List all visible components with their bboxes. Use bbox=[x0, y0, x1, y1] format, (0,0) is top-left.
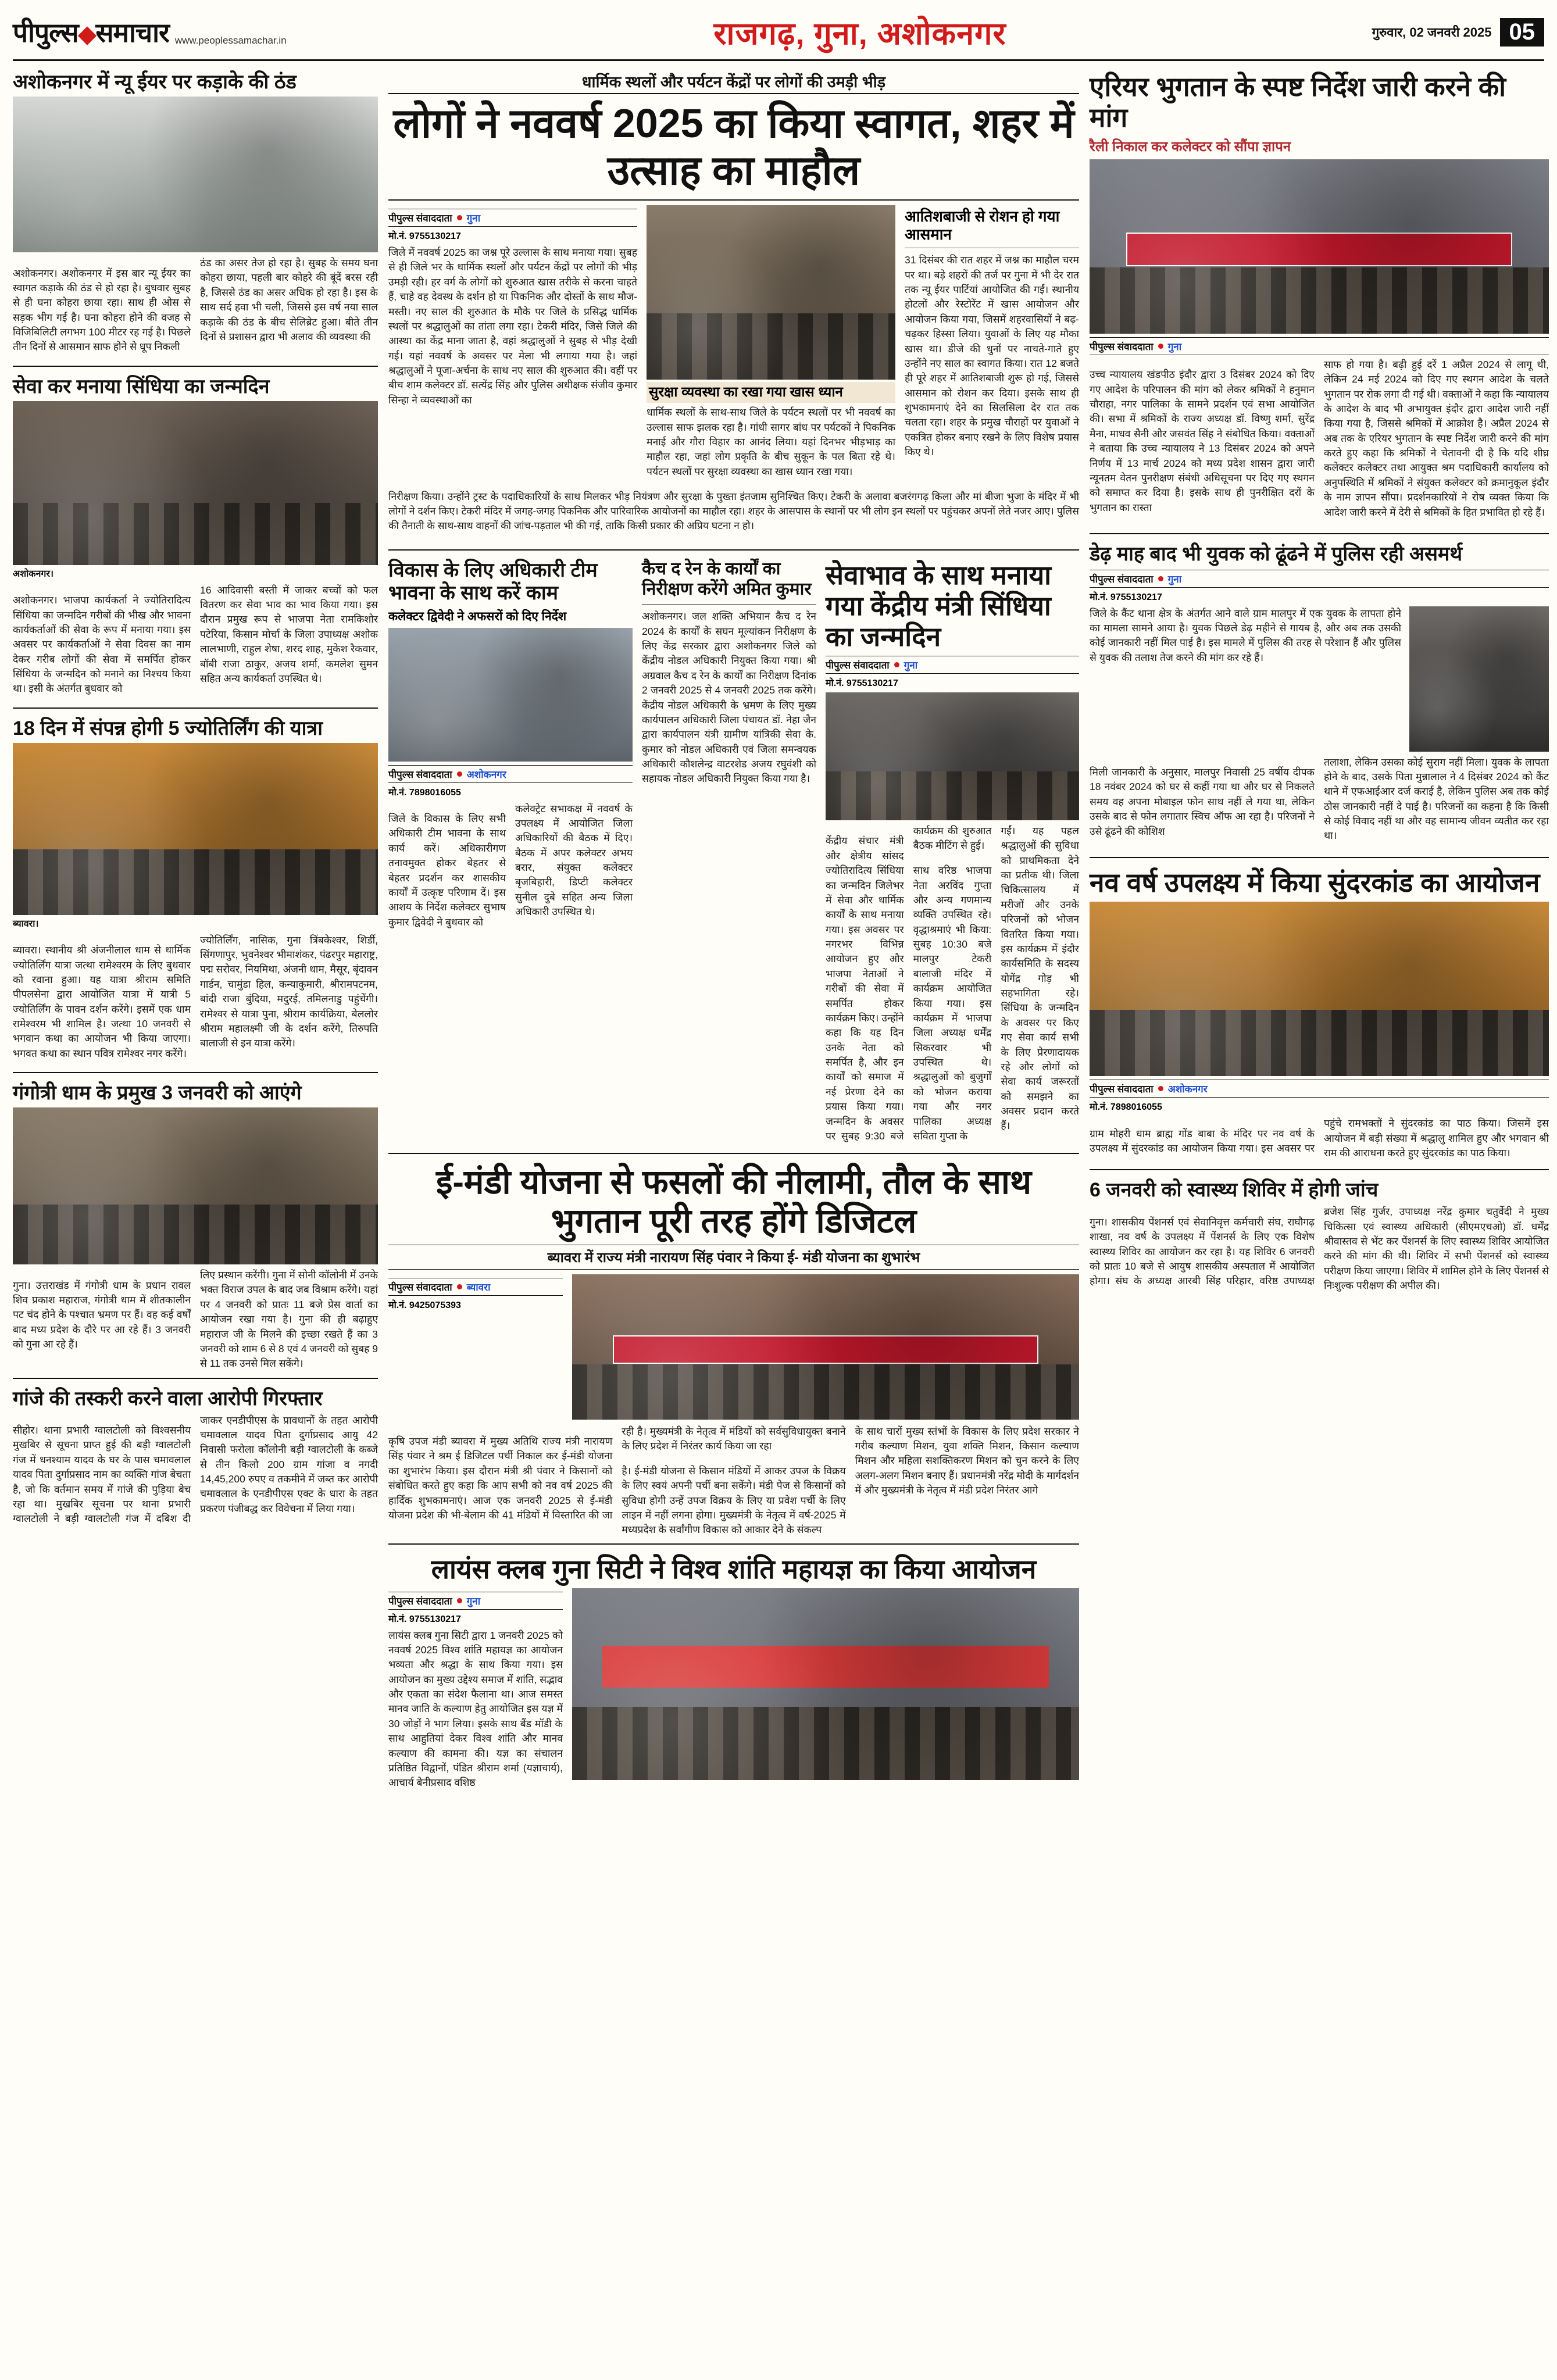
divider bbox=[1090, 533, 1549, 534]
logo-text bbox=[13, 14, 169, 50]
body-cold-2: ठंड का असर तेज हो रहा है। सुबह के समय घना कोहरा छाया, पहली बार कोहरे की बूंदें बरस रही है, जिससे ठंड का असर अधिक हो रहा है। इस के साथ सर्द हवा भी चली, जिससे इस वर्ष नया साल कड़ाके की ठंड के बीच सेलिब्रेट हुआ। बीते तीन दिनों से प्रशासन द्वारा भी अलाव की व्यवस्था की bbox=[200, 257, 378, 342]
body-new-year-2: निरीक्षण किया। उन्होंने ट्रस्ट के पदाधिकारियों के साथ मिलकर भीड़ नियंत्रण और सुरक्षा के पुख्ता इंतजाम सुनिश्चित किए। टेकरी के अलावा बजरंगगढ़ किला और मां बीजा भुजा के मंदिर में भी लोगों ने दर्शन किए। टेकरी मंदिर में जगह-जगह पिकनिक और पारिवारिक आयोजनों का माहौल रहा। शहर के आसपास के स्थानों पर भी लोग इन स्थलों पर पहुंचकर अपनों लेते नजर आए। पुलिस की तैनाती के साथ-साथ वाहनों की जांच-पड़ताल भी की गई, ताकि किसी प्रकार की अप्रिय घटना न हो। bbox=[388, 490, 1079, 532]
crowd-silhouette bbox=[647, 313, 895, 380]
body-emandi-2: है। ई-मंडी योजना से किसान मंडियों में आकर उपज के विक्रय के लिए स्वयं अपनी पर्ची बना सकेंगे। मंडी पेज से किसानों को सुविधा होगी उन्हें उपज विक्रय के लिए या प्रवेश पर्ची के लिए लाइन में नहीं लगना होगा। मुख्यमंत्री के नेतृत्व में वर्ष-2025 में मध्यप्रदेश के सर्वांगीण विकास को आकार देने के संकल्प bbox=[622, 1464, 846, 1536]
headline-new-year: लोगों ने नववर्ष 2025 का किया स्वागत, शहर में उत्साह का माहौल bbox=[393, 101, 1074, 193]
byline-sunderkand bbox=[1090, 1080, 1549, 1098]
photo-emandi-launch bbox=[572, 1274, 1079, 1420]
bullet-icon bbox=[1158, 344, 1163, 349]
crowd-silhouette bbox=[572, 1364, 1079, 1420]
byline-place: गुना bbox=[466, 213, 481, 224]
bullet-icon bbox=[457, 1598, 462, 1603]
subhead-emandi: ब्यावरा में राज्य मंत्री नारायण सिंह पंवार ने किया ई- मंडी योजना का शुभारंभ bbox=[388, 1245, 1079, 1270]
byline-author: पीपुल्स संवाददाता bbox=[826, 659, 890, 671]
byline-author: पीपुल्स संवाददाता bbox=[1090, 1084, 1154, 1095]
subhead-collector-meeting: कलेक्टर द्विवेदी ने अफसरों को दिए निर्देश bbox=[388, 609, 567, 623]
crowd-silhouette bbox=[1090, 1010, 1549, 1076]
byline-author: पीपुल्स संवाददाता bbox=[388, 213, 452, 224]
body-missing-3: तलाशा, लेकिन उसका कोई सुराग नहीं मिला। युवक के लापता होने के बाद, उसके पिता मुन्नालाल ने 4 दिसंबर 2024 को कैंट थाने में एफआईआर दर्ज कराई है, लेकिन पुलिस अब तक कोई ठोस जानकारी नहीं दे पाई है। परिजनों का कहना है कि किसी से कोई विवाद नहीं था और वह सामान्य जीवन व्यतीत कर रहा था। bbox=[1324, 756, 1549, 842]
bullet-icon bbox=[457, 215, 462, 220]
website-url: www.peoplessamachar.in bbox=[174, 35, 287, 46]
body-missing-2: मिली जानकारी के अनुसार, मालपुर निवासी 25 वर्षीय दीपक 18 नवंबर 2024 को घर से कहीं गया था और घर से निकलते समय वह अपना मोबाइल फोन साथ नहीं ले गया था, लेकिन उसके बाद से फोन लगातार स्विच ऑफ आ रहा है। परिजनों ने उसे ढूंढने की कोशिश bbox=[1090, 766, 1315, 837]
headline-gangotri: गंगोत्री धाम के प्रमुख 3 जनवरी को आएंगे bbox=[13, 1081, 302, 1104]
byline-phone: मो.नं. 9755130217 bbox=[388, 231, 461, 241]
byline-phone: मो.नं. 7898016055 bbox=[388, 787, 461, 798]
body-arrear-2: साफ हो गया है। बढ़ी हुई दरें 1 अप्रैल 2024 से लागू थी, लेकिन 24 मई 2024 को दिए गए स्थगन आदेश के चलते भुगतान पर रोक लगा दी गई थी। वक्ताओं ने कहा कि न्यायालय के आदेश के बाद भी अभायुक्त इंदौर द्वारा आदेश जारी नहीं किया गया है, जिससे श्रमिकों में आक्रोश है। अप्रैल 2024 से अब तक के एरियर भुगतान के स्पष्ट निर्देश जारी करने की मांग करते हुए कहा कि श्रमिकों ने चेतावनी दी है कि यदि शीघ्र कलेक्टर कलेक्टर तथा आयुक्त श्रम पदाधिकारी कार्यालय को अनुपस्थिति में श्रमिकों ने संयुक्त कलेक्टर को क्रमानुकूल इंदौर के नाम ज्ञापन सौंपा। प्रदर्शनकारियों ने रोष व्यक्त किया कि आदेश जारी करने में देरी से श्रमिकों के हित प्रभावित हो रहे हैं। bbox=[1324, 358, 1549, 518]
byline-place: अशोकनगर bbox=[1167, 1084, 1208, 1095]
subheadline-security: सुरक्षा व्यवस्था का रखा गया खास ध्यान bbox=[647, 382, 895, 403]
byline-place: गुना bbox=[904, 659, 918, 671]
divider bbox=[13, 1072, 378, 1073]
body-emandi-3: के साथ चारों मुख्य स्तंभों के विकास के लिए प्रदेश सरकार ने गरीब कल्याण मिशन, युवा शक्ति मिशन, किसान कल्याण मिशन और महिला सशक्तिकरण मिशन को चुन करने के लिए अलग-अलग मिशन बनाए हैं। प्रधानमंत्री नरेंद्र मोदी के मार्गदर्शन में और मुख्यमंत्री के नेतृत्व में मंडी प्रदेश निरंतर आगे bbox=[855, 1425, 1079, 1496]
headline-sunderkand: नव वर्ष उपलक्ष्य में किया सुंदरकांड का आयोजन bbox=[1090, 867, 1540, 898]
bullet-icon bbox=[1158, 1086, 1163, 1091]
photo-foggy-street bbox=[13, 97, 378, 252]
byline-place: अशोकनगर bbox=[466, 769, 506, 780]
headline-scindia-service: सेवा कर मनाया सिंधिया का जन्मदिन bbox=[13, 375, 270, 398]
body-collector-2: कलेक्ट्रेट सभाकक्ष में नववर्ष के उपलक्ष्य में आयोजित जिला अधिकारियों की बैठक में दिए। बैठक में अपर कलेक्टर अभय बरार, संयुक्त कलेक्टर बृजबिहारी, डिप्टी कलेक्टर सुनील दुबे सहित अन्य जिला अधिकारी उपस्थित थे। bbox=[515, 802, 633, 918]
body-collector-1: जिले के विकास के लिए सभी अधिकारी टीम भावना के साथ कार्य करें। अधिकारीगण तनावमुक्त होकर बेहतर से बेहतर प्रदर्शन कर शासकीय कार्यों में उत्कृष्ट परिणाम दें। इस आशय के निर्देश कलेक्टर सुभाष कुमार द्विवेदी ने बुधवार को bbox=[388, 813, 506, 928]
byline-place: गुना bbox=[1167, 573, 1182, 585]
body-scindia-2: 16 आदिवासी बस्ती में जाकर बच्चों को फल वितरण कर सेवा भाव का भाव किया गया। इस दौरान प्रमुख रूप से भाजपा नेता रामकिशोर पटेरिया, किसान मोर्चा के जिला उपाध्यक्ष अशोक लालभाणी, राहुल शेषा, शरद शाह, मुकेश रैकवार, बॉबी राजा ठाकुर, अजय शर्मा, कमलेश सुमन सहित अन्य कार्यकर्ता उपस्थित थे। bbox=[200, 584, 378, 684]
body-new-year-1: जिले में नववर्ष 2025 का जश्न पूरे उल्लास के साथ मनाया गया। सुबह से ही जिले भर के धार्मिक स्थलों और पर्यटन केंद्रों पर लोगों की भीड़ उमड़ी रही। हर वर्ग के लोगों को शुरुआत खास तरीके से करना चाहते हैं, चाहे वह देवस्थ के दर्शन हो या पिकनिक और दोस्तों के साथ मौज-मस्ती। नए साल की शुरुआत के मौके पर जिले के प्रसिद्ध धार्मिक स्थलों पर श्रद्धालुओं का तांता लगा रहा। टेकरी मंदिर, जिसे जिले की आस्था का केंद्र माना जाता है, वहां श्रद्धालुओं ने सुबह से भीड़ देखी गई। यहां नववर्ष के अवसर पर मेला भी लगाया गया है। जहां श्रद्धालुओं ने पूजा-अर्चना के साथ नए साल की शुरुआत की। वहीं पर बीच शाम कलेक्टर डॉ. सत्येंद्र सिंह और पुलिस अधीक्षक संजीव कुमार सिन्हा ने व्यवस्थाओं का bbox=[388, 246, 637, 406]
article-arrear-demand bbox=[1090, 68, 1549, 527]
photo-rally bbox=[1090, 159, 1549, 334]
byline-place: गुना bbox=[466, 1595, 481, 1607]
subhead-arrear: रैली निकाल कर कलेक्टर को सौंपा ज्ञापन bbox=[1090, 138, 1291, 155]
body-security: धार्मिक स्थलों के साथ-साथ जिले के पर्यटन स्थलों पर भी नववर्ष का उल्लास साफ झलक रहा है। गांधी सागर बांध पर पर्यटकों ने पिकनिक मनाई और गौरा विहार का आनंद लिया। यहां दिनभर भीड़भाड़ का माहौल रहा, जहां लोग प्रकृति के बीच सुकून के पल बिता रहे थे। पर्यटन स्थलों पर सुरक्षा व्यवस्था का खास ध्यान रखा गया। bbox=[647, 406, 895, 477]
body-health-camp: गुना। शासकीय पेंशनर्स एवं सेवानिवृत्त कर्मचारी संघ, राघौगढ़ शाखा, नव वर्ष के उपलक्ष्य में पेंशनर्स के लिए एक विशेष स्वास्थ्य शिविर का आयोजन कर रहा है। यह शिविर 6 जनवरी को प्रातः 10 बजे से आयुष शासकीय अस्पताल में आयोजित होगा। संघ के अध्यक्ष आरबी सिंह परिहार, वरिष्ठ उपाध्यक्ष ब्रजेश सिंह गुर्जर, उपाध्यक्ष नरेंद्र कुमार चतुर्वेदी ने मुख्य चिकित्सा एवं स्वास्थ्य अधिकारी (सीएमएचओ) डॉ. धर्मेंद्र श्रीवास्तव से भेंट कर पेंशनर्स के लिए स्वास्थ्य शिविर आयोजित करने की मांग की थी। शिविर में सभी पेंशनर्स को स्वास्थ्य परीक्षण किया जाएगा। शिविर में शामिल होने के लिए पेंशनर्स से निःशुल्क परीक्षण की अपील की। bbox=[1090, 1206, 1549, 1292]
center-column bbox=[388, 68, 1079, 1791]
article-collector-meeting bbox=[388, 556, 633, 1147]
body-scindia-main-3: गईं। यह पहल श्रद्धालुओं की सुविधा को प्राथमिकता देने का प्रतीक थी। जिला चिकित्सालय में मरीजों और उनके परिजनों को भोजन वितरित किया गया। इस कार्यक्रम में इंदौर कार्यसमिति के सदस्य योगेंद्र गोड़ भी सहभागिता रहे। सिंधिया के जन्मदिन के अवसर पर किए गए सेवा कार्य सभी के लिए प्रेरणादायक रहे और लोगों को सेवा कार्य जरूरतों को समझने का अवसर प्रदान करते हैं। bbox=[1001, 824, 1079, 1132]
body-lions: लायंस क्लब गुना सिटी द्वारा 1 जनवरी 2025 को नववर्ष 2025 विश्व शांति महायज्ञ का आयोजन भव्यता और श्रद्धा के साथ किया गया। इस आयोजन का मुख्य उद्देश्य समाज में शांति, सद्भाव और एकता का संदेश फैलाना था। आज समस्त मानव जाति के कल्याण हेतु आयोजित इस यज्ञ में 30 जोड़ों ने भाग लिया। इसके साथ बैंड मॉडी के साथ आहुतियां देकर विश्व शांति और मानव कल्याण की कामना की। यज्ञ का संचालन प्रतिष्ठित विद्वानों, पंडित श्रीराम शर्मा (यज्ञाचार्य), आचार्य बेनीप्रसाद वशिष्ठ bbox=[388, 1629, 563, 1789]
headline-ganja-arrest: गांजे की तस्करी करने वाला आरोपी गिरफ्तार bbox=[13, 1387, 323, 1410]
crowd-silhouette bbox=[826, 771, 1079, 820]
article-ganja-arrest bbox=[13, 1385, 378, 1527]
byline-phone: मो.नं. 9755130217 bbox=[388, 1614, 461, 1624]
page-grid bbox=[13, 68, 1549, 1791]
stage-banner bbox=[613, 1335, 1039, 1364]
masthead-right bbox=[1300, 18, 1544, 47]
byline-place: गुना bbox=[1167, 341, 1182, 352]
body-catch-the-rain: अशोकनगर। जल शक्ति अभियान कैच द रेन 2024 के कार्यों के सघन मूल्यांकन निरीक्षण के लिए केंद्र सरकार द्वारा अशोकनगर जिले को केंद्रीय नोडल अधिकारी नियुक्त किया गया। श्री अग्रवाल कैच द रेन के कार्यों का निरीक्षण दिनांक 2 जनवरी 2025 से 4 जनवरी 2025 तक करेंगे। केंद्रीय नोडल अधिकारी के भ्रमण के लिए मुख्य कार्यपालन अधिकारी जिला पंचायत डॉ. नेहा जैन द्वारा कार्यपालन यंत्री ग्रामीण यांत्रिकी सेवा के. कुमार को नोडल अधिकारी एवं जिला समन्वयक अधिकारी कौशलेन्द्र वाटरशेड अजय रघुवंशी को सहायक नोडल अधिकारी नियुक्त किया गया है। bbox=[642, 610, 816, 785]
byline-collector-meeting bbox=[388, 765, 633, 783]
masthead bbox=[13, 10, 1544, 61]
headline-catch-the-rain: कैच द रेन के कार्यों का निरीक्षण करेंगे अमित कुमार bbox=[642, 559, 812, 599]
photo-temple-crowd bbox=[647, 205, 895, 380]
lead-text-left bbox=[388, 205, 637, 479]
photo-missing-youth bbox=[1409, 606, 1549, 752]
photo-caption-scindia: अशोकनगर। bbox=[13, 569, 54, 579]
headline-lions-club: लायंस क्लब गुना सिटी ने विश्व शांति महायज्ञ का किया आयोजन bbox=[431, 1553, 1037, 1584]
body-gangotri-2: लिए प्रस्थान करेंगी। गुना में सोनी कॉलोनी में उनके भक्त विराज उपल के बाद जब विश्राम करेंगे। यहां पर 4 जनवरी को प्रातः 11 बजे प्रेस वार्ता का आयोजन रखा गया है। गुना की ही बढ़ाहुए महाराज जी के मिलने की इच्छा रखते हैं का 3 जनवरी को शाम 6 से 8 एवं 4 जनवरी को सुबह 9 से 11 तक उनसे मिल सकेंगे। bbox=[200, 1269, 378, 1370]
right-column bbox=[1090, 68, 1549, 1791]
article-catch-the-rain bbox=[642, 556, 816, 1147]
headline-jyotirlinga: 18 दिन में संपन्न होगी 5 ज्योतिर्लिंग की यात्रा bbox=[13, 717, 323, 739]
byline-arrear bbox=[1090, 337, 1549, 355]
photo-scindia-event bbox=[826, 692, 1079, 820]
byline-author: पीपुल्स संवाददाता bbox=[388, 1595, 452, 1607]
crowd-silhouette bbox=[13, 503, 378, 565]
divider bbox=[388, 1153, 1079, 1154]
protest-banner bbox=[1126, 233, 1512, 266]
headline-cold-wave: अशोकनगर में न्यू ईयर पर कड़ाके की ठंड bbox=[13, 71, 297, 93]
headline-missing-youth: डेढ़ माह बाद भी युवक को ढूंढने में पुलिस रही असमर्थ bbox=[1090, 543, 1463, 566]
byline-phone: मो.नं. 9425075393 bbox=[388, 1300, 461, 1310]
byline-new-year bbox=[388, 209, 637, 227]
center-middle-band bbox=[388, 556, 1079, 1147]
crowd-silhouette bbox=[1090, 267, 1549, 334]
body-scindia-main-1: केंद्रीय संचार मंत्री और क्षेत्रीय सांसद ज्योतिरादित्य सिंधिया का जन्मदिन जिलेभर में सेवा और धार्मिक कार्यों के साथ मनाया गया। इस अवसर पर नगरभर विभिन्न आयोजन हुए और भाजपा नेताओं ने गरीबों की सेवा में समर्पित होकर कार्यक्रम किए। उन्होंने कहा कि यह दिन उनके नेता को समर्पित है, और इन कार्यों को समाज में नई प्रेरणा देने का प्रयास किया गया। जन्मदिन के अवसर पर सुबह 9:30 बजे कार्यक्रम की शुरुआत बैठक मीटिंग से हुई। bbox=[826, 824, 992, 1142]
crowd-silhouette bbox=[13, 1205, 378, 1264]
article-sunderkand bbox=[1090, 864, 1549, 1163]
article-scindia-birthday-service bbox=[13, 373, 378, 702]
lead-photo-and-text bbox=[647, 205, 895, 479]
body-gangotri-1: गुना। उत्तराखंड में गंगोत्री धाम के प्रधान रावल शिव प्रकाश महाराज, गंगोत्री धाम में शीतकालीन पट चंद होने के पश्चात भ्रमण पर हैं। वह कई वर्षों बाद मध्य प्रदेश के दौरे पर आ रहे हैं। 3 जनवरी को गुना आ रहे हैं। bbox=[13, 1279, 191, 1350]
body-yatra-1: ब्यावरा। स्थानीय श्री अंजनीलाल धाम से धार्मिक ज्योतिर्लिंग यात्रा जत्था रामेश्वरम के लिए बुधवार को रवाना हुआ। यह यात्रा श्रीराम समिति पीपलसेना द्वारा आयोजित यात्रा में यात्री 5 ज्योतिर्लिंग के पावन दर्शन करेंगे। इसमें एक धाम रामेश्वरम भी शामिल है। जत्था 10 जनवरी से भगवान कथा का आयोजन भी किया जाएगा। भगवत कथा का स्थान पवित्र रामेश्वर नगर करेंगे। bbox=[13, 944, 191, 1059]
byline-phone: मो.नं. 9755130217 bbox=[1090, 592, 1162, 602]
article-missing-youth bbox=[1090, 540, 1549, 851]
headline-emandi: ई-मंडी योजना से फसलों की नीलामी, तौल के साथ भुगतान पूरी तरह होंगे डिजिटल bbox=[435, 1163, 1032, 1240]
logo-diamond-icon: ◆ bbox=[78, 22, 96, 47]
photo-caption-yatra: ब्यावरा। bbox=[13, 919, 39, 929]
bullet-icon bbox=[1158, 576, 1163, 581]
divider bbox=[642, 604, 816, 605]
article-emandi bbox=[388, 1160, 1079, 1538]
headline-arrear: एरियर भुगतान के स्पष्ट निर्देश जारी करने की मांग bbox=[1090, 72, 1506, 133]
article-new-year-lead bbox=[388, 68, 1079, 544]
article-cold-wave bbox=[13, 68, 378, 360]
divider bbox=[1090, 857, 1549, 858]
bullet-icon bbox=[457, 1284, 462, 1289]
headline-fireworks: आतिशबाजी से रोशन हो गया आसमान bbox=[905, 208, 1060, 243]
divider bbox=[13, 366, 378, 367]
byline-author: पीपुल्स संवाददाता bbox=[1090, 341, 1154, 352]
left-column bbox=[13, 68, 378, 1791]
lions-text-block bbox=[388, 1588, 563, 1791]
headline-health-camp: 6 जनवरी को स्वास्थ्य शिविर में होगी जांच bbox=[1090, 1179, 1379, 1202]
article-jyotirlinga-yatra bbox=[13, 714, 378, 1066]
photo-lions-yagna bbox=[572, 1588, 1079, 1780]
divider bbox=[388, 549, 1079, 551]
kicker-new-year: धार्मिक स्थलों और पर्यटन केंद्रों पर लोगों की उमड़ी भीड़ bbox=[581, 73, 886, 91]
article-health-camp bbox=[1090, 1176, 1549, 1296]
edition-title: राजगढ़, गुना, अशोकनगर bbox=[713, 16, 1006, 51]
headline-scindia-birthday: सेवाभाव के साथ मनाया गया केंद्रीय मंत्री सिंधिया का जन्मदिन bbox=[826, 560, 1052, 652]
photo-officials-meeting bbox=[388, 628, 633, 762]
byline-missing-youth bbox=[1090, 570, 1549, 588]
body-scindia-1: अशोकनगर। भाजपा कार्यकर्ता ने ज्योतिरादित्य सिंधिया का जन्मदिन गरीबों की भीख और भावना कार्यकर्ताओं की सेवा के रूप में मनाया गया। इस अवसर पर कार्यकर्ताओं ने सेवा दिवस का नाम देकर गरीब लोगों की सेवा में समर्पित हाेकर सिंधिया के जन्मदिन को मनाने का निश्चय किया था। इसी के अंतर्गत बुधवार को bbox=[13, 594, 191, 695]
body-fireworks: 31 दिसंबर की रात शहर में जश्न का माहौल चरम पर था। बड़े शहरों की तर्ज पर गुना में भी देर रात तक न्यू ईयर पार्टियां आयोजित की गईं। स्थानीय होटलों और रेस्टोरेंट में खास आयोजन और आयोजन किया गया, जिसमें शहरवासियों ने बढ़-चढ़कर हिस्सा लिया। युवाओं के लिए यह मौका खास था। डीजे की धुनों पर नाचते-गाते हुए उन्होंने नए साल का स्वागत किया। रात 12 बजते ही पूरे शहर में आतिशबाजी शुरू हो गई, जिससे आसमान को रोशन कर दिया। इसके साथ ही शुभकामनाएं देने का सिलसिला देर रात तक चलता रहा। शहर के प्रमुख चौराहों पर युवाओं ने एकत्रित होकर बनाए रखने के लिए विशेष प्रयास किए थे। bbox=[905, 254, 1079, 458]
byline-author: पीपुल्स संवाददाता bbox=[388, 769, 452, 780]
emandi-byline-block bbox=[388, 1274, 563, 1420]
divider bbox=[13, 1378, 378, 1379]
body-sunderkand: ग्राम मोहरी धाम ब्राह्म गोंड बाबा के मंदिर पर नव वर्ष के उपलक्ष्य में सुंदरकांड का आयोजन किया गया। इस अवसर पर पहुंचे रामभक्तों ने सुंदरकांड का पाठ किया। जिसमें इस आयोजन में बड़ी संख्या में श्रद्धालु शामिल हुए और भगवान श्री राम की आराधना करते हुए सुंदरकांड का पाठ किया। bbox=[1090, 1117, 1549, 1159]
crowd-silhouette bbox=[13, 849, 378, 914]
byline-phone: मो.नं. 9755130217 bbox=[826, 678, 898, 688]
logo-main: पीपुल्स bbox=[13, 17, 78, 48]
photo-yatra-group bbox=[13, 743, 378, 915]
photo-gangotri-procession bbox=[13, 1107, 378, 1264]
crowd-silhouette bbox=[572, 1707, 1079, 1779]
byline-author: पीपुल्स संवाददाता bbox=[388, 1281, 452, 1293]
divider bbox=[388, 1543, 1079, 1545]
event-banner bbox=[602, 1646, 1048, 1688]
body-ganja: सीहोर। थाना प्रभारी ग्वालटोली को विश्वसनीय मुखबिर से सूचना प्राप्त हुई की बड़ी ग्वालटोली गंज में धनश्याम यादव के घर के पास चमावलाल यादव पिता दुर्गाप्रसाद नाम का व्यक्ति गांज बेचता है, जो कि वर्तमान समय में गांजे की पुड़िया बेच रहा था। मुखबिर सूचना पर थाना प्रभारी ग्वालटोली ने बड़ी ग्वालटोली गंज में दबिश दी जाकर एनडीपीएस के प्रावधानों के तहत आरोपी चमावलाल यादव पिता दुर्गाप्रसाद आयु 42 निवासी फरोला कॉलोनी बड़ी ग्वालटोली के कब्जे से तीन किलो 200 ग्राम गांजा व नगदी 14,45,200 रुपए व तकमीने में जब्त कर आरोपी चमावलाल के एनडीपीएस एक्ट के धारा के तहत प्रकरण पंजीबद्ध कर विवेचना में लिया गया। bbox=[13, 1414, 378, 1525]
page-number: 05 bbox=[1500, 18, 1545, 47]
byline-emandi bbox=[388, 1278, 563, 1296]
body-cold-1: अशोकनगर। अशोकनगर में इस बार न्यू ईयर का स्वागत कड़ाके की ठंड से हो रहा है। बुधवार सुबह से ही घना कोहरा छाया रहा। साथ ही ओस से सड़क भीग गई है। घना कोहरा होने की वजह से विजिबिलिटी लगभग 100 मीटर रह गई है। पिछले तीन दिनों से आसमान साफ होने से धूप निकली bbox=[13, 267, 191, 353]
photo-fruit-distribution bbox=[13, 401, 378, 565]
article-gangotri-visit bbox=[13, 1079, 378, 1372]
body-arrear-1: उच्च न्यायालय खंडपीठ इंदौर द्वारा 3 दिसंबर 2024 को दिए गए आदेश के परिपालन की मांग को लेकर श्रमिकों ने हनुमान चौराहा, नगर पालिका के सामने प्रदर्शन एवं सभा आयोजित की। सभा में श्रमिकों के राज्य अध्यक्ष डॉ. विष्णु शर्मा, सुरेंद्र मैना, माधव सैनी और जसवंत सिंह ने संबोधित किया। वक्ताओं ने बताया कि उच्च न्यायालय ने 13 दिसंबर 2024 को अपने निर्णय में 13 मार्च 2024 को मध्य प्रदेश शासन द्वारा जारी न्यूनतम वेतन पुनरीक्षण संबंधी अधिसूचना पर दिए गए स्थगन को समाप्त कर दिया है। इसके साथ ही पुनरीक्षित दरों के भुगतान का रास्ता bbox=[1090, 369, 1315, 513]
byline-scindia-birthday bbox=[826, 656, 1079, 674]
body-scindia-main-2: साथ वरिष्ठ भाजपा नेता अरविंद गुप्ता और अन्य गणमान्य व्यक्ति उपस्थित रहे। वृद्धाश्रमाएं भी किया: सुबह 10:30 बजे मालपुर टेकरी बालाजी मंदिर में कार्यक्रम आयोजित किया गया। इस कार्यक्रम में भाजपा जिला अध्यक्ष धर्मेंद्र सिकरवार भी उपस्थित थे। श्रद्धालुओं को बुजुर्गों को भोजन कराया गया और नगर पालिका अध्यक्ष सविता गुप्ता के bbox=[913, 864, 992, 1142]
sidebar-fireworks bbox=[905, 205, 1079, 479]
headline-collector-meeting: विकास के लिए अधिकारी टीम भावना के साथ करें काम bbox=[388, 559, 598, 605]
body-emandi-1: कृषि उपज मंडी ब्यावरा में मुख्य अतिथि राज्य मंत्री नारायण सिंह पंवार ने श्रम ई डिजिटल पर्ची निकाल कर ई-मंडी योजना का शुभारंभ किया। इस दौरान मंत्री श्री पंवार ने किसानों को संबोधित करते हुए कहा कि आप सभी को नव वर्ष 2025 की हार्दिक शुभकामनाएं। आज एक जनवरी 2025 से ई-मंडी योजना प्रदेश की भी-बेलाम की 41 मंडियों में विस्तारित की जा रही है। मुख्यमंत्री के नेतृत्व में मंडियों को सर्वसुविधायुक्त बनाने के लिए प्रदेश में निरंतर कार्य किया जा रहा bbox=[388, 1425, 846, 1521]
bullet-icon bbox=[457, 771, 462, 777]
byline-author: पीपुल्स संवाददाता bbox=[1090, 573, 1154, 585]
divider bbox=[13, 707, 378, 709]
logo-second: समाचार bbox=[95, 17, 169, 48]
article-lions-club bbox=[388, 1550, 1079, 1791]
body-missing-1: जिले के कैंट थाना क्षेत्र के अंतर्गत आने वाले ग्राम मालपुर में एक युवक के लापता होने का मामला सामने आया है। युवक पिछले डेढ़ महीने से गायब है, और अब तक उसकी कोई जानकारी नहीं मिल पाई है। इस मामले में पुलिस की तरह से परेशान हैं और पुलिस से युवक की तलाश तेज करने की मांग कर रहे हैं। bbox=[1090, 607, 1401, 663]
divider bbox=[1090, 1169, 1549, 1170]
article-scindia-birthday-main bbox=[826, 556, 1079, 1147]
byline-place: ब्यावरा bbox=[466, 1281, 491, 1293]
body-yatra-2: ज्योतिर्लिंग, नासिक, गुना त्रिंबकेश्वर, शिर्डी, सिंगणापुर, भुवनेश्वर भीमाशंकर, पंढरपुर महाराष्ट्र, पद्म सरोवर, नियमिथा, अंजनी धाम, मैसूर, बृंदावन गार्डन, चामुंडा हिल, कन्याकुमारी, श्रीरामपटनम, बांदी राजा बुंदिया, मदुरई, तमिलनाडु पहुंचेंगी। रामेश्वर से यात्रा पुना, श्रीराम कार्यक्रिया, बेललोर श्रीराम महालक्ष्मी जी के दर्शन करेंगे, तिरुपति बालाजी से इन यात्रा करेंगे। bbox=[200, 934, 378, 1049]
masthead-logo bbox=[13, 14, 420, 50]
byline-lions bbox=[388, 1592, 563, 1610]
bullet-icon bbox=[894, 662, 899, 667]
photo-sunderkand bbox=[1090, 902, 1549, 1076]
publication-date: गुरुवार, 02 जनवरी 2025 bbox=[1372, 25, 1492, 40]
byline-phone: मो.नं. 7898016055 bbox=[1090, 1102, 1162, 1113]
